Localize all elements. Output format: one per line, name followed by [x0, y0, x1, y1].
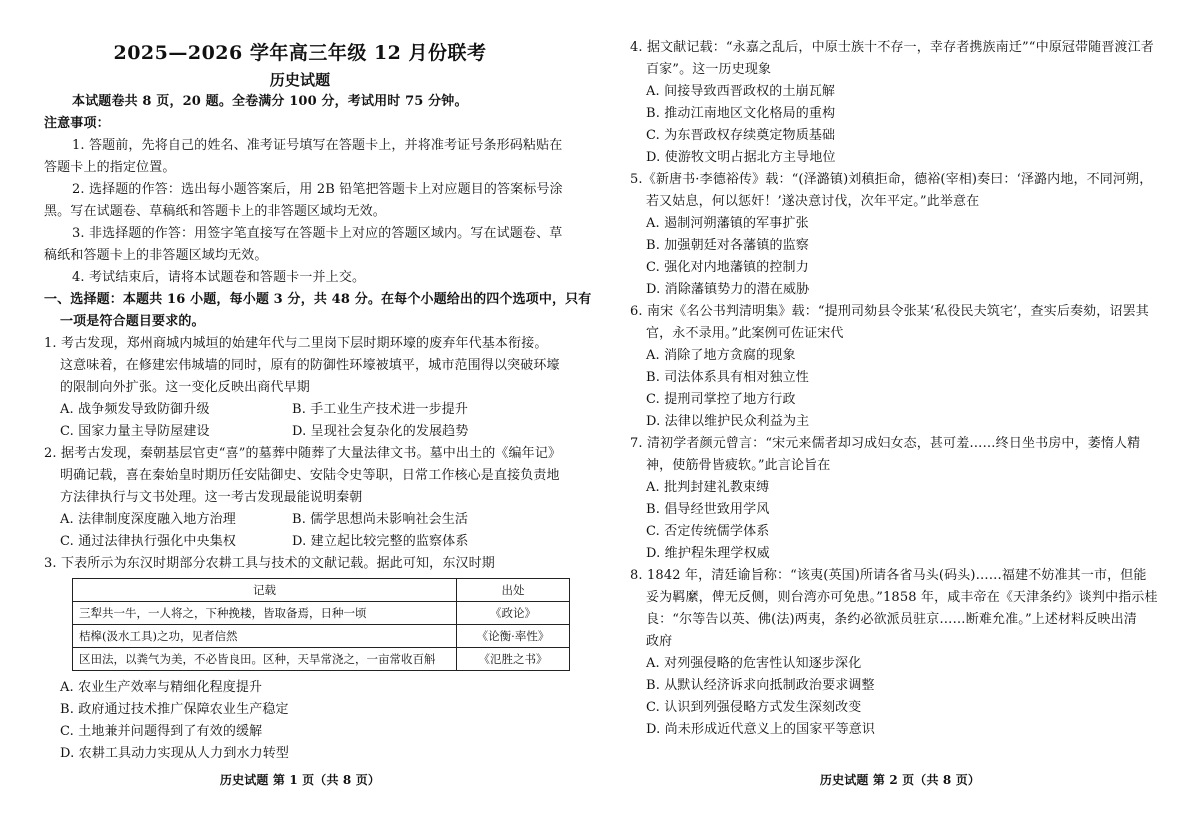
- question-3-stem: 3. 下表所示为东汉时期部分农耕工具与技术的文献记载。据此可知，东汉时期: [44, 556, 495, 571]
- question-1-option-d: D. 呈现社会复杂化的发展趋势: [292, 424, 469, 439]
- question-1-stem: 的限制向外扩张。这一变化反映出商代早期: [60, 380, 310, 395]
- question-8-stem: 良：“尔等告以英、佛(法)两夷，条约必欲派员驻京……断难允准。”上述材料反映出清: [646, 612, 1137, 627]
- table-cell-record: 桔槔(汲水工具)之功，见者信然: [73, 625, 457, 648]
- table-row: [73, 648, 570, 671]
- question-1-option-c: C. 国家力量主导防屋建设: [60, 424, 210, 439]
- question-4-stem: 百家”。这一历史现象: [646, 62, 772, 77]
- question-5-option-b: B. 加强朝廷对各藩镇的监察: [646, 238, 809, 253]
- note-line: 黑。写在试题卷、草稿纸和答题卡上的非答题区域均无效。: [44, 204, 386, 219]
- section-heading: 一、选择题：本题共 16 小题，每小题 3 分，共 48 分。在每个小题给出的四个选项中，只有: [44, 292, 592, 307]
- question-2-stem: 方法律执行与文书处理。这一考古发现最能说明秦朝: [60, 490, 363, 505]
- question-5-option-a: A. 遏制河朔藩镇的军事扩张: [646, 216, 809, 231]
- exam-intro: 本试题卷共 8 页，20 题。全卷满分 100 分，考试用时 75 分钟。: [72, 94, 468, 109]
- subject-title: 历史试题: [269, 71, 331, 89]
- note-line: 答题卡上的指定位置。: [44, 160, 176, 175]
- question-8-stem: 8. 1842 年，清廷谕旨称：“该夷(英国)所请各省马头(码头)……福建不妨准其一市，但能: [630, 568, 1147, 583]
- question-4-option-b: B. 推动江南地区文化格局的重构: [646, 106, 836, 121]
- question-8-option-b: B. 从默认经济诉求向抵制政治要求调整: [646, 678, 875, 693]
- question-6-option-b: B. 司法体系具有相对独立性: [646, 370, 809, 385]
- note-line: 稿纸和答题卡上的非答题区域均无效。: [44, 248, 268, 263]
- question-1-stem: 这意味着，在修建宏伟城墙的同时，原有的防御性环壕被填平，城市范围得以突破环壕: [60, 358, 560, 373]
- note-line: 2. 选择题的作答：选出每小题答案后，用 2B 铅笔把答题卡上对应题目的答案标号涂: [72, 182, 563, 197]
- question-7-stem: 7. 清初学者颜元曾言：“宋元来儒者却习成妇女态，甚可羞……终日坐书房中，萎惰人精: [630, 436, 1141, 451]
- question-5-stem: 若又姑息，何以惩奸！’遂决意讨伐，次年平定。”此举意在: [646, 194, 980, 209]
- question-6-option-c: C. 提刑司掌控了地方行政: [646, 392, 796, 407]
- page-2: [600, 0, 1200, 832]
- question-6-stem: 6. 南宋《名公书判清明集》载：“提刑司劾县令张某‘私役民夫筑宅’，查实后奏劾，诏罢其: [630, 304, 1149, 319]
- table-header: 记载: [73, 579, 457, 602]
- question-5-option-d: D. 消除藩镇势力的潜在威胁: [646, 282, 810, 297]
- page-footer: 历史试题 第 1 页（共 8 页）: [219, 773, 381, 787]
- source-table: [72, 578, 570, 671]
- table-header-row: [73, 579, 570, 602]
- notes-heading: 注意事项：: [44, 116, 110, 131]
- section-heading: 一项是符合题目要求的。: [60, 314, 205, 329]
- table-header: 出处: [457, 579, 570, 602]
- question-8-stem: 妥为羁縻，俾无反侧，则台湾亦可免患。”1858 年，咸丰帝在《天津条约》谈判中指示桂: [646, 590, 1158, 605]
- question-7-option-c: C. 否定传统儒学体系: [646, 524, 770, 539]
- table-row: [73, 625, 570, 648]
- page-footer: 历史试题 第 2 页（共 8 页）: [819, 773, 981, 787]
- table-cell-source: 《政论》: [457, 602, 570, 625]
- question-4-option-a: A. 间接导致西晋政权的土崩瓦解: [646, 84, 836, 99]
- question-3-option-a: A. 农业生产效率与精细化程度提升: [60, 680, 263, 695]
- question-3-option-c: C. 土地兼并问题得到了有效的缓解: [60, 724, 263, 739]
- question-2-option-b: B. 儒学思想尚未影响社会生活: [292, 512, 469, 527]
- question-8-option-a: A. 对列强侵略的危害性认知逐步深化: [646, 656, 862, 671]
- question-6-option-d: D. 法律以维护民众利益为主: [646, 414, 810, 429]
- question-4-option-c: C. 为东晋政权存续奠定物质基础: [646, 128, 836, 143]
- question-6-stem: 官，永不录用。”此案例可佐证宋代: [646, 326, 844, 341]
- note-line: 4. 考试结束后，请将本试题卷和答题卡一并上交。: [72, 270, 366, 285]
- question-3-option-d: D. 农耕工具动力实现从人力到水力转型: [60, 746, 290, 761]
- question-3-option-b: B. 政府通过技术推广保障农业生产稳定: [60, 702, 289, 717]
- question-4-stem: 4. 据文献记载：“永嘉之乱后，中原士族十不存一，幸存者携族南迁”“中原冠带随晋渡江者: [630, 40, 1154, 55]
- question-1-option-a: A. 战争频发导致防御升级: [60, 402, 210, 417]
- table-cell-record: 区田法，以粪气为美，不必皆良田。区种，天旱常浇之，一亩常收百斛: [73, 648, 457, 671]
- question-2-option-c: C. 通过法律执行强化中央集权: [60, 534, 236, 549]
- table-cell-record: 三犁共一牛，一人将之，下种挽耧，皆取备焉，日种一顷: [73, 602, 457, 625]
- question-8-option-c: C. 认识到列强侵略方式发生深刻改变: [646, 700, 862, 715]
- table-cell-source: 《论衡·率性》: [457, 625, 570, 648]
- question-8-option-d: D. 尚未形成近代意义上的国家平等意识: [646, 722, 876, 737]
- question-2-option-d: D. 建立起比较完整的监察体系: [292, 534, 469, 549]
- note-line: 1. 答题前，先将自己的姓名、准考证号填写在答题卡上，并将准考证号条形码粘贴在: [72, 138, 563, 153]
- question-7-option-d: D. 维护程朱理学权威: [646, 546, 770, 561]
- question-7-stem: 神，使筋骨皆疲软。”此言论旨在: [646, 458, 831, 473]
- question-4-option-d: D. 使游牧文明占据北方主导地位: [646, 150, 836, 165]
- question-2-stem: 明确记载，喜在秦始皇时期历任安陆御史、安陆令史等职，日常工作核心是直接负责地: [60, 468, 560, 483]
- question-7-option-b: B. 倡导经世致用学风: [646, 502, 770, 517]
- exam-title: 2025—2026 学年高三年级 12 月份联考: [113, 42, 487, 64]
- question-5-stem: 5.《新唐书·李德裕传》载：“(泽潞镇)刘稹拒命，德裕(宰相)奏曰：‘泽潞内地，不同河朔，: [630, 172, 1153, 187]
- question-5-option-c: C. 强化对内地藩镇的控制力: [646, 260, 809, 275]
- question-6-option-a: A. 消除了地方贪腐的现象: [646, 348, 796, 363]
- question-2-option-a: A. 法律制度深度融入地方治理: [60, 512, 236, 527]
- question-8-stem: 政府: [646, 634, 673, 649]
- table-cell-source: 《氾胜之书》: [457, 648, 570, 671]
- table-row: [73, 602, 570, 625]
- question-2-stem: 2. 据考古发现，秦朝基层官吏“喜”的墓葬中随葬了大量法律文书。墓中出土的《编年记》: [44, 446, 562, 461]
- question-1-option-b: B. 手工业生产技术进一步提升: [292, 402, 469, 417]
- note-line: 3. 非选择题的作答：用签字笔直接写在答题卡上对应的答题区域内。写在试题卷、草: [72, 226, 563, 241]
- question-7-option-a: A. 批判封建礼教束缚: [646, 480, 770, 495]
- question-1-stem: 1. 考古发现，郑州商城内城垣的始建年代与二里岗下层时期环壕的废弃年代基本衔接。: [44, 336, 548, 351]
